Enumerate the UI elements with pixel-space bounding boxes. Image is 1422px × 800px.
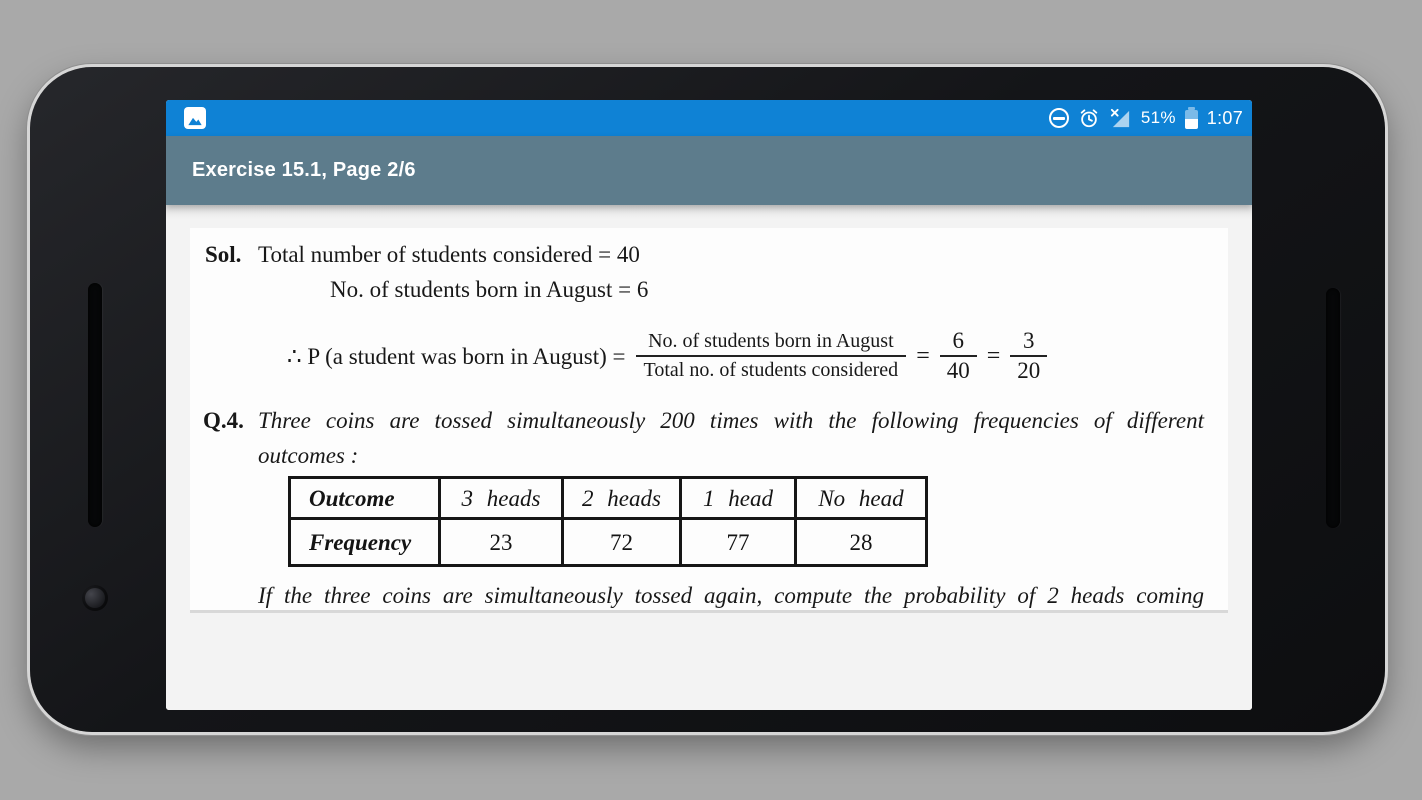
earpiece-speaker-grille bbox=[88, 283, 102, 527]
battery-percent: 51% bbox=[1140, 108, 1176, 127]
equals-sign: = bbox=[916, 342, 930, 369]
table-header-cell: 2 heads bbox=[563, 478, 681, 519]
question-followup: If the three coins are simultaneously tossed again, compute the probability of 2 heads coming bbox=[258, 583, 1204, 608]
screen bbox=[166, 100, 1252, 710]
no-sim-signal-icon bbox=[1109, 107, 1132, 130]
fraction-3-20 bbox=[1010, 327, 1047, 385]
alarm-icon bbox=[1078, 107, 1100, 129]
table-cell: 72 bbox=[563, 519, 681, 566]
table-cell: 77 bbox=[681, 519, 796, 566]
battery-icon bbox=[1185, 110, 1198, 129]
numerator: 3 bbox=[1023, 328, 1035, 353]
numerator: 6 bbox=[952, 328, 964, 353]
table-header-cell: 1 head bbox=[681, 478, 796, 519]
formula-lhs: ∴ P (a student was born in August) = bbox=[287, 343, 626, 369]
solution-line-1: Total number of students considered = 40 bbox=[258, 242, 640, 267]
phone-frame bbox=[30, 67, 1385, 732]
table-header-cell: 3 heads bbox=[440, 478, 563, 519]
table-cell: 23 bbox=[440, 519, 563, 566]
frequency-table bbox=[288, 476, 928, 567]
bottom-speaker-grille bbox=[1326, 288, 1340, 528]
clock-text: 1:07 bbox=[1206, 107, 1243, 128]
content-area[interactable] bbox=[166, 205, 1252, 710]
equals-sign: = bbox=[986, 342, 1001, 369]
document-page[interactable] bbox=[190, 228, 1228, 613]
fraction-numerator: No. of students born in August bbox=[648, 330, 894, 352]
probability-formula bbox=[287, 327, 1047, 385]
denominator: 40 bbox=[940, 355, 977, 385]
table-row-label: Frequency bbox=[290, 519, 440, 566]
mountain-glyph bbox=[187, 115, 203, 126]
denominator: 20 bbox=[1010, 355, 1047, 385]
page-title: Exercise 15.1, Page 2/6 bbox=[192, 159, 416, 181]
status-bar bbox=[166, 100, 1252, 136]
status-bar-right-cluster bbox=[1049, 107, 1243, 130]
table-header-row bbox=[290, 478, 927, 519]
table-cell: 28 bbox=[796, 519, 927, 566]
question-line-2: outcomes : bbox=[258, 443, 359, 468]
appbar-shadow bbox=[166, 205, 1252, 219]
table-header-cell: No head bbox=[796, 478, 927, 519]
do-not-disturb-icon bbox=[1049, 108, 1069, 128]
table-header-cell: Outcome bbox=[290, 478, 440, 519]
question-line-1: Three coins are tossed simultaneously 200 times with the following frequencies of different bbox=[258, 408, 1204, 433]
formula-fraction bbox=[636, 328, 907, 384]
app-bar bbox=[166, 136, 1252, 205]
solution-label: Sol. bbox=[205, 242, 242, 267]
question-label: Q.4. bbox=[203, 408, 244, 433]
photo-notification-icon bbox=[184, 107, 206, 129]
fraction-6-40 bbox=[940, 327, 977, 385]
front-camera bbox=[82, 585, 108, 611]
fraction-denominator: Total no. of students considered bbox=[636, 355, 907, 384]
table-row bbox=[290, 519, 927, 566]
solution-line-2: No. of students born in August = 6 bbox=[330, 277, 649, 302]
